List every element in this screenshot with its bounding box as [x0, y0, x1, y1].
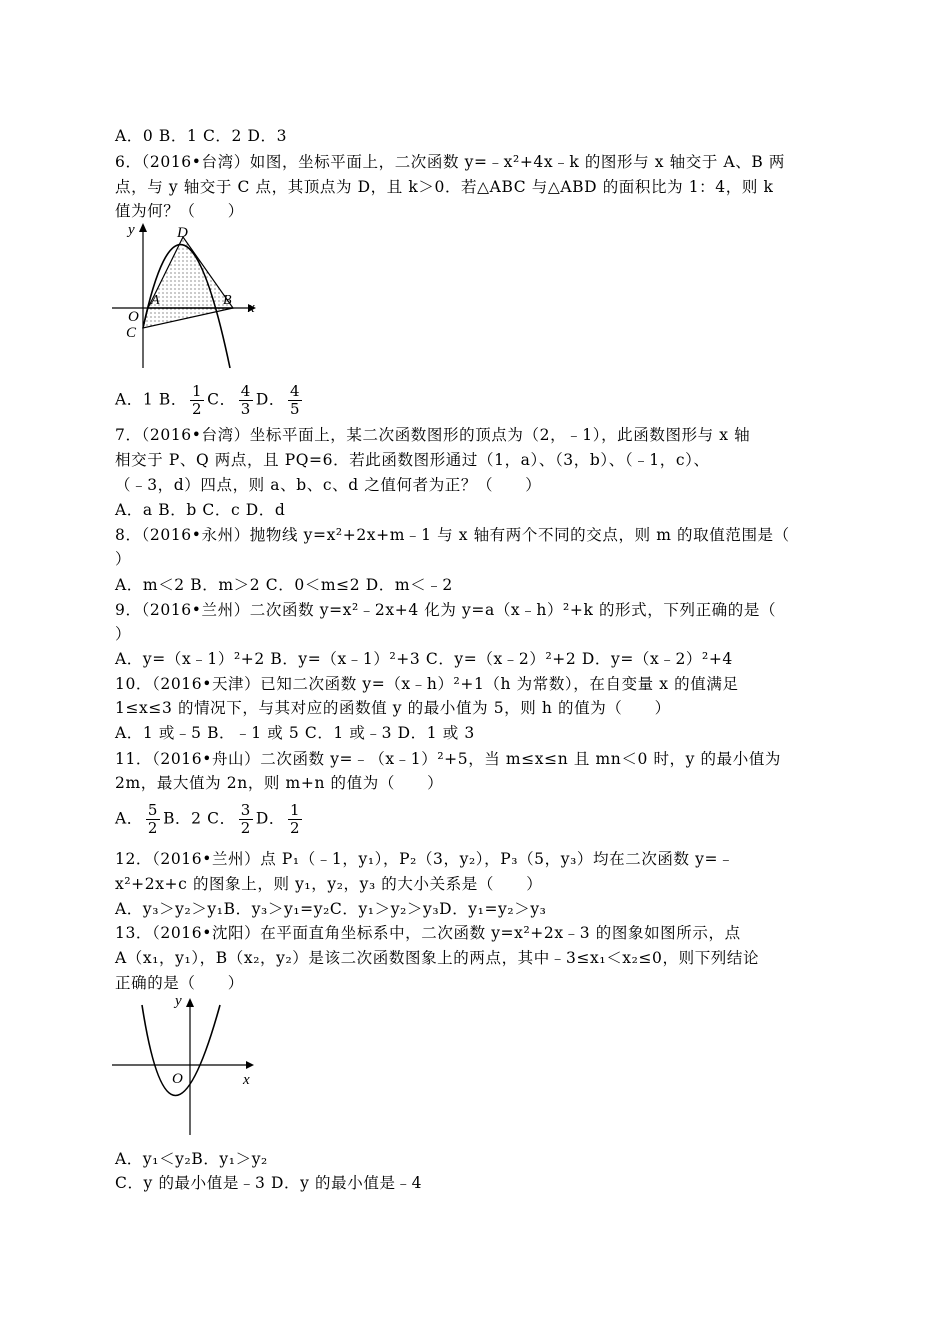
q11-stem-line1: 11．（2016•舟山）二次函数 y=﹣（x﹣1）²+5，当 m≤x≤n 且 mn＜0 时，y 的最小值为 [115, 750, 782, 768]
q13-stem-line2: A（x₁，y₁），B（x₂，y₂）是该二次函数图象上的两点，其中﹣3≤x₁＜x₂≤0，则下列结论 [115, 949, 760, 967]
q7-stem-line3: （﹣3，d）四点，则 a、b、c、d 之值何者为正？（ ） [115, 476, 542, 494]
fig1-label-o: O [128, 309, 139, 325]
q5-options: A．0 B．1 C．2 D．3 [115, 127, 288, 145]
q13-stem-line3: 正确的是（ ） [115, 974, 244, 992]
q9-stem-line2: ） [115, 625, 132, 643]
q9-options: A．y=（x﹣1）²+2 B．y=（x﹣1）²+3 C．y=（x﹣2）²+2 D．y=（x﹣2）²+4 [115, 650, 733, 668]
fig1-label-d: D [177, 225, 188, 241]
q13-options-line1: A．y₁＜y₂B．y₁＞y₂ [115, 1150, 268, 1168]
q7-stem-line2: 相交于 P、Q 两点，且 PQ=6．若此函数图形通过（1，a）、（3，b）、（﹣1，c）、 [115, 451, 710, 469]
q7-options: A．a B．b C．c D．d [115, 501, 286, 519]
q10-stem-line2: 1≤x≤3 的情况下，与其对应的函数值 y 的最小值为 5，则 h 的值为（ ） [115, 699, 671, 717]
q10-options: A．1 或﹣5 B．﹣1 或 5 C．1 或﹣3 D．1 或 3 [115, 724, 475, 742]
q6-stem-line1: 6．（2016•台湾）如图，坐标平面上，二次函数 y=﹣x²+4x﹣k 的图形与 x 轴交于 A、B 两 [115, 153, 785, 171]
q13-stem-line1: 13．（2016•沈阳）在平面直角坐标系中，二次函数 y=x²+2x﹣3 的图象如图所示，点 [115, 924, 741, 942]
y-axis-arrow [186, 998, 194, 1007]
q9-stem-line1: 9．（2016•兰州）二次函数 y=x²﹣2x+4 化为 y=a（x﹣h）²+k 的形式，下列正确的是（ [115, 601, 777, 619]
fig2-label-o: O [172, 1071, 183, 1087]
q8-stem-line1: 8．（2016•永州）抛物线 y=x²+2x+m﹣1 与 x 轴有两个不同的交点，则 m 的取值范围是（ [115, 526, 790, 544]
q12-stem-line1: 12．（2016•兰州）点 P₁（﹣1，y₁），P₂（3，y₂），P₃（5，y₃）均在二次函数 y=﹣ [115, 850, 735, 868]
fig2-label-x: x [243, 1072, 250, 1088]
q6-options: A．1 B． $\frac{1}{2}$ C． $\frac{4}{3}$ D． $\frac{4}{5}$ [115, 382, 301, 418]
x-axis-arrow [246, 1061, 254, 1069]
fig1-label-c: C [126, 325, 137, 341]
fig1-label-x: x [248, 300, 255, 316]
q12-stem-line2: x²+2x+c 的图象上，则 y₁，y₂，y₃ 的大小关系是（ ） [115, 875, 543, 893]
fig2-label-y: y [175, 993, 182, 1009]
fig1-label-b: B [223, 293, 232, 308]
q8-stem-line2: ） [115, 550, 132, 568]
fig1-label-a: A [151, 293, 160, 308]
q11-options: A． $\frac{5}{2}$ B．2 C． $\frac{3}{2}$ D． $\frac{1}{2}$ [115, 801, 301, 837]
q6-stem-line3: 值为何？（ ） [115, 202, 244, 220]
shaded-triangle-abd [148, 237, 233, 308]
fig1-label-y: y [128, 222, 135, 238]
q10-stem-line1: 10．（2016•天津）已知二次函数 y=（x﹣h）²+1（h 为常数），在自变量 x 的值满足 [115, 675, 739, 693]
q11-stem-line2: 2m，最大值为 2n，则 m+n 的值为（ ） [115, 774, 444, 792]
q8-options: A．m＜2 B．m＞2 C．0＜m≤2 D．m＜﹣2 [115, 576, 453, 594]
y-axis-arrow [139, 223, 147, 232]
q13-options-line2: C．y 的最小值是﹣3 D．y 的最小值是﹣4 [115, 1174, 423, 1192]
q6-stem-line2: 点，与 y 轴交于 C 点，其顶点为 D，且 k＞0．若△ABC 与△ABD 的面积比为 1：4，则 k [115, 178, 774, 196]
q7-stem-line1: 7．（2016•台湾）坐标平面上，某二次函数图形的顶点为（2，﹣1），此函数图形与 x 轴 [115, 426, 751, 444]
q13-figure [110, 990, 260, 1140]
q12-options: A．y₃＞y₂＞y₁B．y₃＞y₁=y₂C．y₁＞y₂＞y₃D．y₁=y₂＞y₃ [115, 900, 547, 918]
q6-figure [110, 220, 270, 370]
